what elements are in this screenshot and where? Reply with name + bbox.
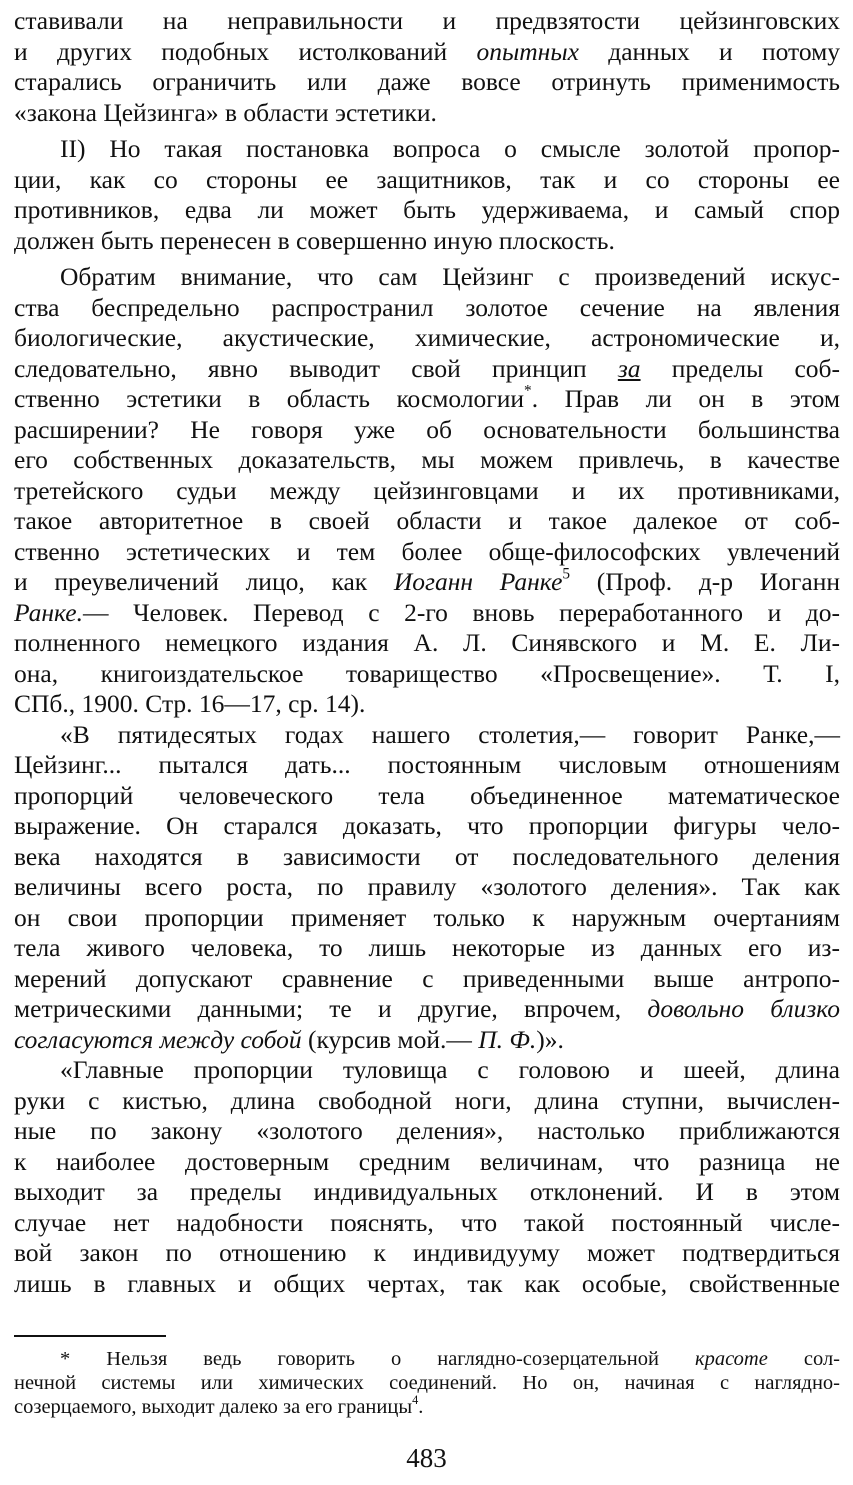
text-line (14, 598, 840, 629)
endnote-marker[interactable]: 4 (412, 1392, 419, 1407)
italic-text: Ранке. (14, 597, 83, 627)
text-run: данных и потому (578, 36, 841, 66)
paragraph (14, 720, 840, 1056)
text-line: такое авторитетное в своей области и такое далекое от соб- (14, 506, 840, 535)
text-line: века находятся в зависимости от последовательного деления (14, 841, 840, 871)
text-line (14, 1025, 840, 1056)
text-line: его собственных доказательств, мы можем привлечь, в качестве (14, 445, 840, 474)
text-run: пределы соб- (640, 353, 840, 383)
footnote (14, 1347, 840, 1419)
footnote-line (14, 1347, 840, 1371)
text-run: созерцаемого, выходит далеко за его границы (14, 1396, 413, 1418)
main-text (14, 6, 840, 1299)
text-run: (Проф. д-р Иоганн (570, 567, 840, 596)
text-line (14, 354, 840, 385)
italic-text: Иоганн Ранке (393, 567, 563, 596)
text-line: «Главные пропорции туловища с головою и шеей, длина (60, 1055, 840, 1084)
text-run: . (418, 1396, 424, 1418)
text-line: вой закон по отношению к индивидууму может подтвердиться (14, 1238, 840, 1267)
text-line: руки с кистью, длина свободной ноги, длина ступни, вычислен- (14, 1085, 840, 1115)
text-run: (курсив мой.— (301, 1024, 479, 1054)
text-line: ции, как со стороны ее защитников, так и со стороны ее (14, 164, 840, 194)
paragraph (14, 6, 840, 128)
text-line: «В пятидесятых годах нашего столетия,— говорит Ранке,— (60, 719, 840, 749)
text-run: сол- (767, 1348, 840, 1370)
text-line: должен быть перенесен в совершенно иную плоскость. (14, 225, 615, 255)
text-line: она, книгоиздательское товарищество «Просвещение». Т. I, (14, 658, 840, 688)
text-line: величины всего роста, по правилу «золотого деления». Так как (14, 872, 840, 901)
text-line: «закона Цейзинга» в области эстетики. (14, 97, 437, 127)
text-line: выражение. Он старался доказать, что пропорции фигуры чело- (14, 811, 840, 840)
text-run: следовательно, явно выводит свой принцип (14, 353, 618, 383)
text-line (14, 567, 840, 598)
italic-text: красоте (695, 1348, 768, 1370)
italic-text: П. Ф. (478, 1024, 537, 1054)
text-line: полненного немецкого издания А. Л. Синявского и М. Е. Ли- (14, 628, 840, 657)
text-line: биологические, акустические, химические, астрономические и, (14, 323, 840, 352)
footnote-marker[interactable]: * (524, 382, 532, 400)
page-number: 483 (406, 1443, 447, 1473)
italic-text: довольно близко (647, 994, 840, 1023)
paragraph (14, 1055, 840, 1299)
footnote-line: нечной системы или химических соединений. Но он, начиная с наглядно- (14, 1372, 840, 1394)
text-line: мерений допускают сравнение с приведенными выше антропо- (14, 963, 840, 993)
text-line: выходит за пределы индивидуальных отклонений. И в этом (14, 1177, 840, 1206)
italic-text: согласуются между собой (14, 1024, 302, 1054)
text-line: Цейзинг... пытался дать... постоянным числовым отношениям (14, 750, 840, 779)
text-line: он свои пропорции применяет только к наружным очертаниям (14, 902, 840, 932)
text-line: тела живого человека, то лишь некоторые из данных его из- (14, 933, 840, 962)
text-run: — Человек. Перевод с 2-го вновь переработанного и до- (83, 597, 840, 627)
text-line: расширении? Не говоря уже об основательности большинства (14, 414, 840, 444)
text-line: ства беспредельно распространил золотое сечение на явления (14, 292, 840, 322)
italic-underlined-text: за (617, 353, 641, 383)
text-line: II) Но такая постановка вопроса о смысле золотой пропор- (60, 134, 840, 163)
text-run: )». (536, 1024, 564, 1054)
text-line: лишь в главных и общих чертах, так как особые, свойственные (14, 1268, 840, 1298)
text-line: третейского судьи между цейзинговцами и их противниками, (14, 475, 840, 505)
text-run: * Нельзя ведь говорить о наглядно-созерцательной (60, 1348, 695, 1370)
text-line: ные по закону «золотого деления», настолько приближаются (14, 1116, 840, 1145)
footnote-divider (14, 1335, 166, 1337)
text-line: к наиболее достоверным средним величинам, что разница не (14, 1146, 840, 1176)
paragraph (14, 134, 840, 256)
text-run: метрическими данными; те и другие, впрочем, (14, 994, 648, 1023)
text-line (14, 994, 840, 1025)
text-line: противников, едва ли может быть удерживаема, и самый спор (14, 195, 840, 224)
text-line (14, 37, 840, 68)
text-run: и других подобных истолкований (14, 36, 477, 66)
text-line: СПб., 1900. Стр. 16—17, ср. 14). (14, 689, 366, 718)
text-line: случае нет надобности пояснять, что такой постоянный числе- (14, 1207, 840, 1237)
text-run: ственно эстетики в область космологии (14, 384, 525, 413)
italic-text: опытных (476, 36, 579, 66)
text-run: . Прав ли он в этом (531, 384, 840, 413)
footnote-line (14, 1392, 840, 1419)
text-line: ставивали на неправильности и предвзятости цейзинговских (14, 6, 840, 35)
endnote-marker[interactable]: 5 (562, 565, 571, 583)
paragraph (14, 262, 840, 720)
text-run: и преувеличений лицо, как (14, 567, 394, 596)
text-line: ственно эстетических и тем более обще-философских увлечений (14, 536, 840, 566)
text-line: старались ограничить или даже вовсе отринуть применимость (14, 67, 840, 96)
text-line: пропорций человеческого тела объединенное математическое (14, 780, 840, 810)
text-line (14, 384, 840, 415)
text-line: Обратим внимание, что сам Цейзинг с произведений искус- (60, 262, 840, 291)
